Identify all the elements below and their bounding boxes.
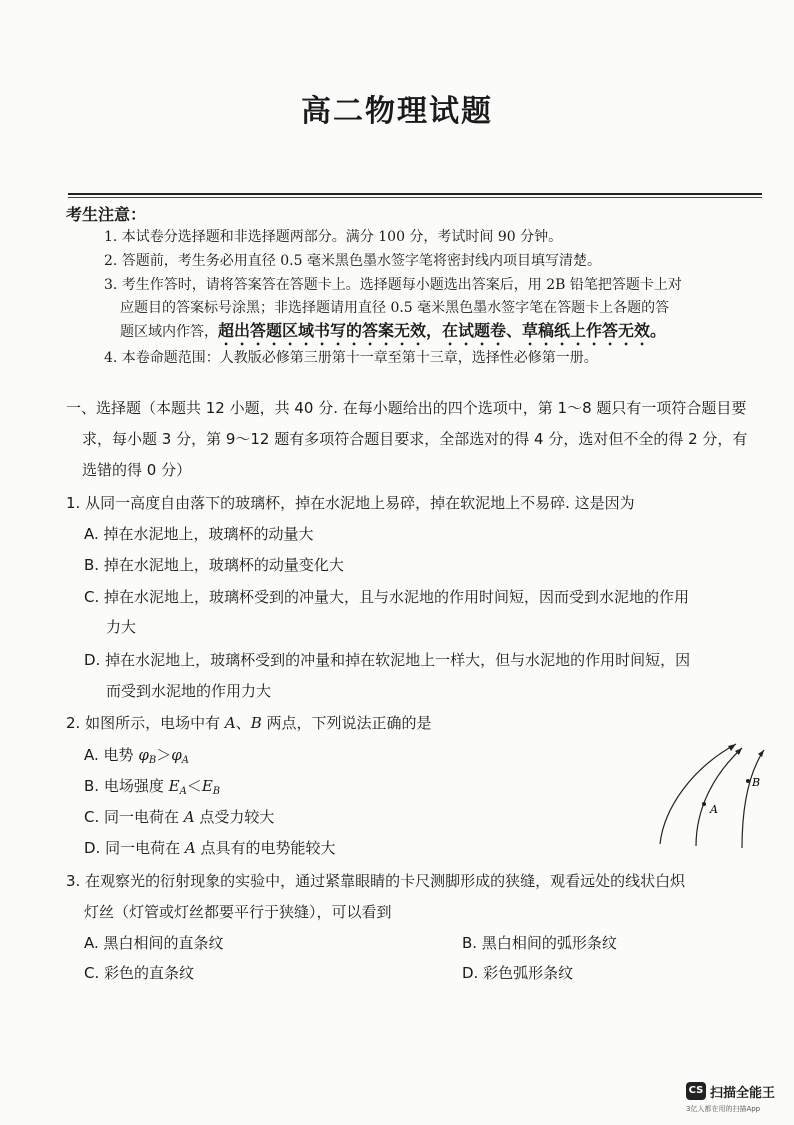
q1-option-d-line-2: 而受到水泥地的作用力大 [106,682,272,700]
electric-field-diagram [652,738,772,848]
q2-option-d-text-1: D. 同一电荷在 [84,839,185,857]
q1-option-a: A. 掉在水泥地上，玻璃杯的动量大 [84,525,314,543]
subscript-a: A [181,755,189,766]
scanner-tagline: 3亿人都在用的扫描App [686,1105,761,1113]
section-1-intro-line-3: 选错的得 0 分） [82,461,192,479]
notice-heading: 考生注意： [66,205,147,224]
phi-symbol: φ [171,746,182,764]
cs-logo-icon: CS [686,1082,706,1100]
e-symbol: E [168,777,180,795]
arrowhead-1 [728,744,736,751]
notice-item-2: 2. 答题前，考生务必用直径 0.5 毫米黑色墨水签字笔将密封线内项目填写清楚。 [104,253,601,269]
notice-item-4: 4. 本卷命题范围：人教版必修第三册第十一章至第十三章，选择性必修第一册。 [104,350,598,366]
q2-option-a-text: A. 电势 [84,746,139,764]
point-b-label: B [752,776,761,789]
notice-item-3-line-3 [120,320,774,349]
header-rule-thick [68,193,762,195]
section-1-intro-line-1: 一、选择题（本题共 12 小题，共 40 分. 在每小题给出的四个选项中，第 1～8 题只有一项符合题目要 [66,399,747,417]
less-than: ＜ [186,777,202,795]
notice-item-3-line-1: 3. 考生作答时，请将答案答在答题卡上。选择题每小题选出答案后，用 2B 铅笔把答题卡上对 [104,277,682,293]
notice-item-3-emphasis: 超出答题区域书写的答案无效，在试题卷、草稿纸上作答无效。 [218,321,667,340]
q2-option-d [84,833,335,864]
header-rule-thin [68,197,762,198]
q2-option-c [84,802,274,833]
q2-stem-text-1: 2. 如图所示，电场中有 [66,714,225,732]
point-b-dot [746,779,750,783]
q2-option-d-text-2: 点具有的电势能较大 [195,839,336,857]
q2-stem [66,708,772,739]
notice-item-3-text: 题区域内作答， [120,324,218,340]
page-title: 高二物理试题 [301,94,493,129]
q2-option-c-text-1: C. 同一电荷在 [84,808,184,826]
field-line-2 [696,748,742,846]
subscript-a: A [179,786,187,797]
q1-option-d-line-1: D. 掉在水泥地上，玻璃杯受到的冲量和掉在软泥地上一样大，但与水泥地的作用时间短，因 [84,651,691,669]
phi-symbol: φ [138,746,149,764]
q3-stem-line-1: 3. 在观察光的衍射现象的实验中，通过紧靠眼睛的卡尺测脚形成的狭缝，观看远处的线状白炽 [66,872,686,890]
q3-option-b: B. 黑白相间的弧形条纹 [462,934,617,952]
notice-item-3-line-2: 应题目的答案标号涂黑；非选择题请用直径 0.5 毫米黑色墨水签字笔在答题卡上各题的答 [120,300,670,316]
section-1-intro-line-2: 求，每小题 3 分，第 9～12 题有多项符合题目要求，全部选对的得 4 分，选对但不全的得 2 分，有 [82,430,748,448]
q2-stem-text-2: 、 [235,714,251,732]
q2-stem-text-3: 两点，下列说法正确的是 [261,714,432,732]
q1-option-c-line-1: C. 掉在水泥地上，玻璃杯受到的冲量大，且与水泥地的作用时间短，因而受到水泥地的作用 [84,588,690,606]
q3-option-d: D. 彩色弧形条纹 [462,964,574,982]
q1-option-b: B. 掉在水泥地上，玻璃杯的动量变化大 [84,556,344,574]
scanner-watermark [686,1080,786,1116]
q3-option-a: A. 黑白相间的直条纹 [84,934,224,952]
subscript-b: B [212,786,221,797]
greater-than: ＞ [156,746,172,764]
arrowhead-3 [758,750,764,757]
q2-point-b: B [250,714,262,732]
field-line-1 [660,744,736,844]
q2-option-d-point: A [184,839,196,857]
point-a-label: A [710,803,718,816]
field-line-3 [742,750,764,848]
q3-option-c: C. 彩色的直条纹 [84,964,195,982]
q2-option-c-text-2: 点受力较大 [194,808,275,826]
q2-option-c-point: A [183,808,195,826]
e-symbol: E [201,777,213,795]
q2-option-b-text: B. 电场强度 [84,777,169,795]
q1-option-c-line-2: 力大 [106,618,137,636]
notice-item-1: 1. 本试卷分选择题和非选择题两部分。满分 100 分，考试时间 90 分钟。 [104,229,563,245]
subscript-b: B [148,755,157,766]
q2-point-a: A [224,714,236,732]
q1-stem: 1. 从同一高度自由落下的玻璃杯，掉在水泥地上易碎，掉在软泥地上不易碎. 这是因为 [66,494,635,512]
scanner-app-name: 扫描全能王 [710,1086,776,1101]
point-a-dot [702,802,706,806]
q3-stem-line-2: 灯丝（灯管或灯丝都要平行于狭缝），可以看到 [84,903,392,921]
